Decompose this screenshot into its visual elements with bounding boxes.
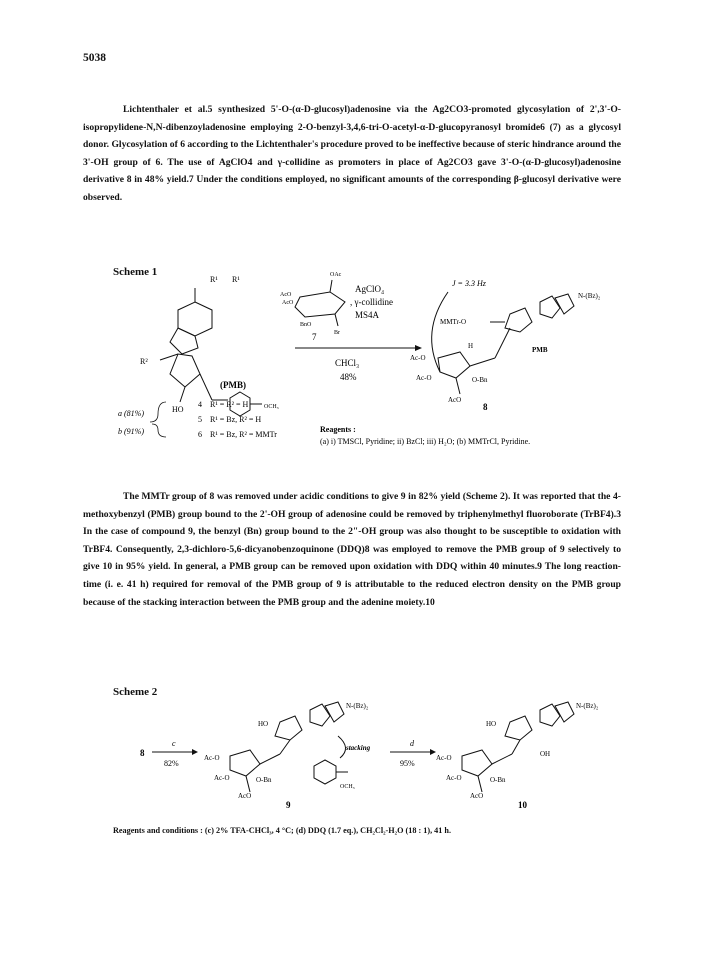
- compound-6-def: R¹ = Bz, R² = MMTr: [210, 430, 277, 439]
- compound-10-number: 10: [518, 800, 527, 810]
- step-b-label: b (91%): [118, 427, 144, 436]
- compound-10-nbz: N-(Bz)₂: [576, 702, 599, 710]
- och3-label: OCH₃: [264, 404, 279, 410]
- compound-10-obn: O-Bn: [490, 776, 506, 784]
- compound-9-ac: AcO: [238, 792, 252, 800]
- compound-10-aco2: Ac-O: [446, 774, 462, 782]
- compound-9-aco1: Ac-O: [204, 754, 220, 762]
- scheme-1-figure: [100, 262, 620, 462]
- donor-aco2: AcO: [282, 300, 294, 306]
- yield-label: 48%: [340, 372, 357, 382]
- r1-label: R¹: [210, 275, 218, 284]
- r2-label: R²: [140, 357, 148, 366]
- product-8-structure: [438, 294, 574, 394]
- compound-4-def: R¹ = R² = H: [210, 400, 249, 409]
- reagents-title: Reagents :: [320, 425, 356, 434]
- product-aco1: Ac-O: [410, 354, 426, 362]
- compound-9-structure: [230, 702, 348, 792]
- donor-br: Br: [334, 330, 340, 336]
- compound-10-ac: AcO: [470, 792, 484, 800]
- compound-4-num: 4: [198, 400, 202, 409]
- compound-9-number: 9: [286, 800, 291, 810]
- product-h: H: [468, 342, 474, 350]
- condition-3: MS4A: [355, 310, 380, 320]
- arrowhead-c: [192, 749, 198, 755]
- product-nbz: N-(Bz)₂: [578, 292, 601, 300]
- product-aco2: Ac-O: [416, 374, 432, 382]
- scheme-2-figure: [100, 694, 620, 844]
- step-c-label: c: [172, 739, 176, 748]
- nucleoside-structure: [160, 288, 262, 416]
- compound-10-structure: [462, 702, 574, 792]
- compound-6-num: 6: [198, 430, 202, 439]
- compound-9-obn: O-Bn: [256, 776, 272, 784]
- condition-1: AgClO₄: [355, 284, 385, 294]
- paragraph-1: Lichtenthaler et al.5 synthesized 5'-O-(α-D-glucosyl)adenosine via the Ag2CO3-promoted glycosylation of 2',3'-O-isopropylidene-N,N-dibenzoyladenosine employing 2-O-benzyl-3,4,6-tri-O-acetyl-α-D-glucopyranosyl bromide6 (7) as a glycosyl donor. Glycosylation of 6 according to the Lichtenthaler's procedure proved to be ineffective because of steric hindrance around the 3'-OH group of 6. The use of AgClO4 and γ-collidine as promoters in place of Ag2CO3 gave 3'-O-(α-D-glucosyl)adenosine derivative 8 in 48% yield.7 Under the conditions employed, no significant amounts of the corresponding β-glucosyl derivative were observed.: [83, 104, 622, 203]
- compound-9-ho: HO: [258, 720, 269, 728]
- yield-d-label: 95%: [400, 759, 415, 768]
- product-8-number: 8: [483, 402, 488, 412]
- stacking-arc: [338, 736, 346, 758]
- page-number: 5038: [83, 52, 106, 64]
- stacking-label: stacking: [346, 744, 371, 752]
- solvent-label: CHCl₃: [335, 358, 360, 368]
- step-d-label: d: [410, 739, 414, 748]
- coupling-constant: J = 3.3 Hz: [452, 279, 486, 288]
- donor-structure: [295, 280, 345, 326]
- scheme-1-reagents: (a) i) TMSCl, Pyridine; ii) BzCl; iii) H₂O; (b) MMTrCl, Pyridine.: [320, 437, 531, 446]
- donor-oac: OAc: [330, 272, 342, 278]
- compound-9-och3: OCH₃: [340, 784, 355, 790]
- condition-2: , γ-collidine: [350, 297, 393, 307]
- compound-10-ho: HO: [486, 720, 497, 728]
- scheme-2-label: Scheme 2: [113, 686, 158, 698]
- compound-10-aco1: Ac-O: [436, 754, 452, 762]
- donor-aco1: AcO: [280, 292, 292, 298]
- product-mmtr: MMTr-O: [440, 318, 467, 326]
- scheme-2-reagents: Reagents and conditions : (c) 2% TFA-CHCl₃, 4 °C; (d) DDQ (1.7 eq.), CH₂Cl₂-H₂O (18 : 1), 41 h.: [113, 826, 452, 835]
- donor-number: 7: [312, 332, 317, 342]
- compound-10-oh: OH: [540, 750, 551, 758]
- compound-5-def: R¹ = Bz, R² = H: [210, 415, 262, 424]
- brace-b: [152, 424, 166, 437]
- compound-5-num: 5: [198, 415, 202, 424]
- nOe-arc: [432, 292, 448, 372]
- compound-9-aco2: Ac-O: [214, 774, 230, 782]
- arrowhead-1: [415, 345, 422, 351]
- yield-c-label: 82%: [164, 759, 179, 768]
- product-aco3: AcO: [448, 396, 462, 404]
- ho-label: HO: [172, 405, 184, 414]
- product-pmb: PMB: [532, 346, 548, 354]
- r1b-label: R¹: [232, 275, 240, 284]
- paragraph-2: The MMTr group of 8 was removed under acidic conditions to give 9 in 82% yield (Scheme 2). It was reported that the 4-methoxybenzyl (PMB) group bound to the 2'-OH group of adenosine could be removed by triphenylmethyl fluoroborate (TrBF4).3 In the case of compound 9, the benzyl (Bn) group bound to the 2"-OH group was also thought to be susceptible to oxidation with TrBF4. Consequently, 2,3-dichloro-5,6-dicyanobenzoquinone (DDQ)8 was employed to remove the PMB group of 9 selectively to give 10 in 95% yield. In general, a PMB group can be removed upon oxidation with DDQ within 40 minutes.9 The long reaction-time (i. e. 41 h) required for removal of the PMB group of 9 is attributable to the reduced electron density on the PMB group because of the stacking interaction between the PMB group and the adenine moiety.10: [83, 491, 621, 608]
- scheme-1-label: Scheme 1: [113, 266, 158, 278]
- donor-bno: BnO: [300, 322, 312, 328]
- compound-9-nbz: N-(Bz)₂: [346, 702, 369, 710]
- product-obn: O-Bn: [472, 376, 488, 384]
- step-a-label: a (81%): [118, 409, 144, 418]
- start-compound: 8: [140, 748, 145, 758]
- pmb-label: (PMB): [220, 380, 246, 390]
- brace-a: [150, 402, 166, 422]
